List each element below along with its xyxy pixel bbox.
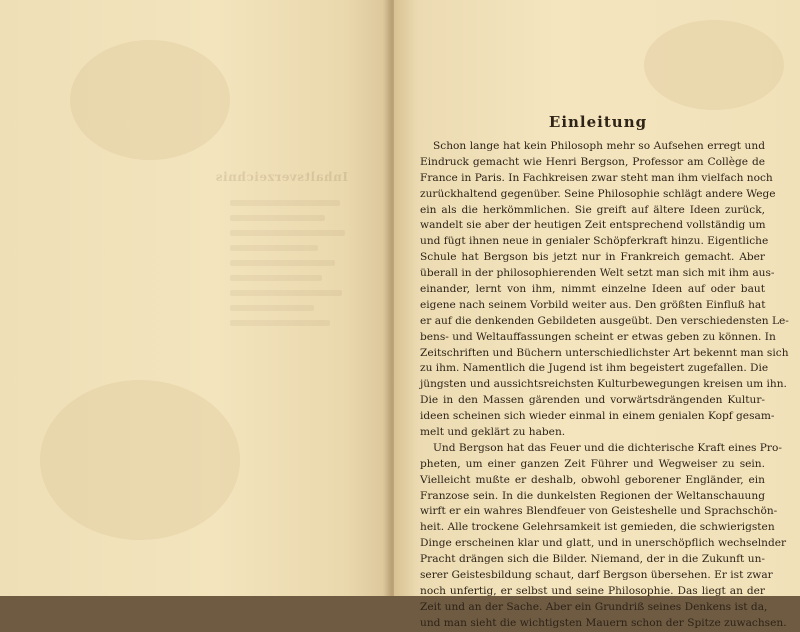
paragraph bbox=[420, 139, 789, 441]
text-line: France in Paris. In Fachkreisen zwar steht man ihm vielfach noch bbox=[420, 171, 773, 184]
text-line: pheten, um einer ganzen Zeit Führer und Wegweiser zu sein. bbox=[420, 457, 765, 470]
text-line: Die in den Massen gärenden und vorwärtsdrängenden Kultur- bbox=[420, 394, 765, 407]
text-line: Dinge erscheinen klar und glatt, und in unerschöpflich wechselnder bbox=[420, 537, 787, 550]
bleed-through-title: Inhaltsverzeichnis bbox=[215, 170, 348, 184]
bleed-through-lines bbox=[230, 200, 350, 335]
paper-stain bbox=[70, 40, 230, 160]
text-line: einander, lernt von ihm, nimmt einzelne Ideen auf oder baut bbox=[420, 283, 765, 296]
chapter-title: Einleitung bbox=[548, 113, 648, 131]
text-line: eigene nach seinem Vorbild weiter aus. Den größten Einfluß hat bbox=[420, 298, 766, 311]
text-line: zurückhaltend gegenüber. Seine Philosophie schlägt andere Wege bbox=[420, 187, 776, 200]
text-line: ein als die herkömmlichen. Sie greift auf ältere Ideen zurück, bbox=[420, 203, 765, 216]
text-line: zu ihm. Namentlich die Jugend ist ihm begeistert zugefallen. Die bbox=[420, 362, 769, 375]
paper-stain bbox=[644, 20, 784, 110]
text-line: melt und geklärt zu haben. bbox=[420, 426, 566, 439]
body-text bbox=[420, 139, 789, 632]
text-line: und man sieht die wichtigsten Mauern schon der Spitze zuwachsen. bbox=[420, 616, 787, 629]
text-line: er auf die denkenden Gebildeten ausgeübt. Den verschiedensten Le- bbox=[420, 314, 789, 327]
text-line: und fügt ihnen neue in genialer Schöpferkraft hinzu. Eigentliche bbox=[420, 235, 769, 248]
text-line: Vielleicht mußte er deshalb, obwohl geborener Engländer, ein bbox=[420, 473, 765, 486]
text-line: wirft er ein wahres Blendfeuer von Geisteshelle und Sprachschön- bbox=[420, 505, 778, 518]
text-line: ideen scheinen sich wieder einmal in einem genialen Kopf gesam- bbox=[420, 410, 775, 423]
text-line: serer Geistesbildung schaut, darf Bergson übersehen. Er ist zwar bbox=[420, 569, 773, 582]
text-line: heit. Alle trockene Gelehrsamkeit ist gemieden, die schwierigsten bbox=[420, 521, 775, 534]
text-line: jüngsten und aussichtsreichsten Kulturbewegungen kreisen um ihn. bbox=[420, 378, 787, 391]
text-line: Pracht drängen sich die Bilder. Niemand, der in die Zukunft un- bbox=[420, 553, 765, 566]
text-line: überall in der philosophierenden Welt setzt man sich mit ihm aus- bbox=[420, 267, 775, 280]
text-line: Franzose sein. In die dunkelsten Regionen der Weltanschauung bbox=[420, 489, 765, 502]
text-line: noch unfertig, er selbst und seine Philosophie. Das liegt an der bbox=[420, 584, 765, 597]
paper-stain bbox=[40, 380, 240, 540]
text-line: Zeitschriften und Büchern unterschiedlichster Art bekennt man sich bbox=[420, 346, 789, 359]
text-line: Eindruck gemacht wie Henri Bergson, Professor am Collège de bbox=[420, 155, 765, 168]
text-line: Schule hat Bergson bis jetzt nur in Frankreich gemacht. Aber bbox=[420, 251, 765, 264]
right-page bbox=[394, 0, 800, 629]
text-line: wandelt sie aber der heutigen Zeit entsprechend vollständig um bbox=[420, 219, 766, 232]
text-line: Zeit und an der Sache. Aber ein Grundriß seines Denkens ist da, bbox=[420, 600, 768, 613]
text-line: bens- und Weltauffassungen scheint er etwas geben zu können. In bbox=[420, 330, 776, 343]
text-line: Und Bergson hat das Feuer und die dichterische Kraft eines Pro- bbox=[433, 441, 782, 454]
paragraph bbox=[420, 441, 787, 632]
text-line: Schon lange hat kein Philosoph mehr so Aufsehen erregt und bbox=[433, 140, 765, 152]
left-page bbox=[0, 0, 394, 596]
